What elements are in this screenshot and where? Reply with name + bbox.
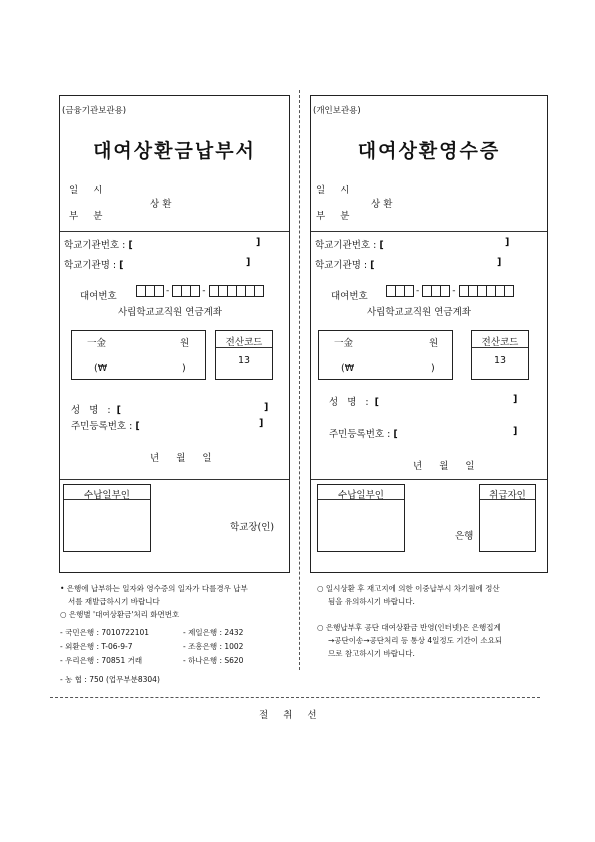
bank-copy-form [59, 95, 290, 573]
dept-label: 부 분 [69, 211, 109, 222]
code-value: 13 [493, 355, 507, 366]
loan-number-boxes: - - [136, 285, 263, 297]
divider [311, 479, 547, 480]
digit-box [440, 285, 450, 297]
note-text: 됨을 유의하시기 바랍니다. [328, 597, 415, 606]
name-label: 성 명 : [71, 405, 114, 416]
won-label: 원 [180, 338, 190, 349]
note-text: • 은행에 납부하는 일자와 영수증의 일자가 다를경우 납부 [60, 584, 248, 593]
divider [216, 347, 272, 348]
digit-box [154, 285, 164, 297]
won-paren-close: ) [182, 363, 186, 374]
school-name-label: 학교기관명 : [64, 260, 117, 271]
account-description: 사립학교교직원 연금계좌 [367, 307, 471, 318]
amount-box [71, 330, 206, 380]
divider [60, 479, 289, 480]
won-paren-open: (₩ [94, 363, 108, 374]
bank-code: - 조흥은행 : 1002 [183, 642, 244, 651]
divider [472, 347, 528, 348]
won-paren-open: (₩ [341, 363, 355, 374]
rrn-row [329, 426, 534, 440]
bracket-open: [ [393, 429, 398, 440]
bracket-open: [ [116, 405, 121, 416]
bracket-open: [ [379, 240, 384, 251]
digit-box [404, 285, 414, 297]
bracket-open: [ [128, 240, 133, 251]
won-paren-close: ) [431, 363, 435, 374]
school-no-row [64, 237, 264, 251]
loan-no-label: 대여번호 [331, 291, 368, 302]
rrn-row [71, 418, 271, 432]
amount-label: 一金 [87, 338, 107, 349]
rrn-label: 주민등록번호 : [329, 429, 391, 440]
bank-code: - 외환은행 : T-06-9-7 [60, 642, 133, 651]
school-name-label: 학교기관명 : [315, 260, 368, 271]
code-value: 13 [237, 355, 251, 366]
digit-box [190, 285, 200, 297]
code-box [215, 330, 273, 380]
repay-label: 상 환 [150, 199, 172, 210]
storage-label: (개인보관용) [313, 106, 361, 116]
rrn-label: 주민등록번호 : [71, 421, 133, 432]
school-no-label: 학교기관번호 : [64, 240, 126, 251]
note-text: ○ 일시상환 후 재고지에 의한 이중납부시 차기월에 정산 [317, 584, 500, 593]
amount-box [318, 330, 453, 380]
bracket-open: [ [135, 421, 140, 432]
bank-label: 은행 [455, 531, 474, 542]
loan-number-boxes: - - [386, 285, 513, 297]
divider [64, 499, 150, 500]
bracket-close: ] [513, 394, 518, 405]
name-label: 성 명 : [329, 397, 372, 408]
bank-code: - 농 협 : 750 (업무부분8304) [60, 675, 160, 684]
code-box [471, 330, 529, 380]
school-name-row [64, 257, 264, 271]
bracket-open: [ [370, 260, 375, 271]
personal-copy-form [310, 95, 548, 573]
receipt-stamp-box [317, 484, 405, 552]
won-label: 원 [429, 338, 439, 349]
horizontal-cut-line [50, 697, 540, 698]
bracket-open: [ [374, 397, 379, 408]
bank-code: - 국민은행 : 7010722101 [60, 628, 150, 637]
date-label: 일 시 [316, 185, 356, 196]
school-name-row [315, 257, 515, 271]
name-row [71, 402, 271, 416]
handler-stamp-box [479, 484, 536, 552]
form-title: 대여상환영수증 [357, 140, 501, 162]
school-no-row [315, 237, 515, 251]
divider [480, 499, 535, 500]
note-text: ○ 은행별 '대여상환금'처리 화면번호 [60, 610, 180, 619]
account-description: 사립학교교직원 연금계좌 [118, 307, 222, 318]
receipt-stamp-box [63, 484, 151, 552]
stamp-label: 수납일부인 [338, 490, 384, 501]
date-label: 일 시 [69, 185, 109, 196]
cut-line-label: 절 취 선 [259, 710, 317, 721]
bracket-close: ] [259, 418, 264, 429]
note-text: 서를 재발급하시기 바랍니다 [68, 597, 160, 606]
school-no-label: 학교기관번호 : [315, 240, 377, 251]
amount-label: 一金 [334, 338, 354, 349]
code-label: 전산코드 [481, 337, 519, 348]
repay-label: 상 환 [371, 199, 393, 210]
name-row [329, 394, 534, 408]
form-title: 대여상환금납부서 [93, 140, 256, 162]
bracket-close: ] [497, 257, 502, 268]
note-text: →공단이송→공단처리 등 통상 4일정도 기간이 소요되 [328, 636, 503, 645]
bank-code: - 하나은행 : S620 [183, 656, 244, 665]
bracket-close: ] [264, 402, 269, 413]
bank-code: - 제일은행 : 2432 [183, 628, 244, 637]
dept-label: 부 분 [316, 211, 356, 222]
divider [311, 231, 547, 232]
bank-code: - 우리은행 : 70851 거래 [60, 656, 143, 665]
digit-box [504, 285, 514, 297]
date-ymd: 년 월 일 [150, 453, 212, 464]
code-label: 전산코드 [225, 337, 263, 348]
loan-no-label: 대여번호 [80, 291, 117, 302]
date-ymd: 년 월 일 [413, 461, 475, 472]
bracket-close: ] [513, 426, 518, 437]
storage-label: (금융기관보관용) [62, 106, 127, 116]
note-text: ○ 은행납부후 공단 대여상환금 반영(인터넷)은 은행집계 [317, 623, 501, 632]
principal-seal: 학교장(인) [230, 522, 275, 533]
divider [318, 499, 404, 500]
digit-box [254, 285, 264, 297]
handler-label: 취급자인 [489, 490, 526, 501]
note-text: 므로 참고하시기 바랍니다. [328, 649, 415, 658]
vertical-cut-line [299, 90, 300, 670]
bracket-close: ] [256, 237, 261, 248]
divider [60, 231, 289, 232]
stamp-label: 수납일부인 [84, 490, 130, 501]
bracket-open: [ [119, 260, 124, 271]
bracket-close: ] [505, 237, 510, 248]
bracket-close: ] [246, 257, 251, 268]
